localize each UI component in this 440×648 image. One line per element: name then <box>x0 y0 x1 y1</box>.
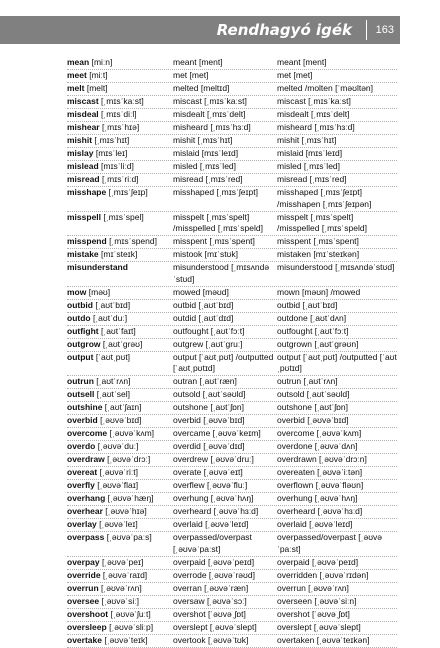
table-row <box>67 300 397 313</box>
pronunciation: [miːn] <box>91 57 113 67</box>
pronunciation: [ˌəʊvəˈhæŋ] <box>107 493 154 503</box>
past-participle-cell: overcome [ˌəʊvəˈkʌm] <box>277 428 362 438</box>
past-simple-cell: overrode [ˌəʊvəˈrəʊd] <box>173 569 255 580</box>
past-participle-cell: overshot [ˈəʊvəˌʃɒt] <box>277 608 350 619</box>
past-simple-cell: misheard [ˌmɪsˈhɜːd] <box>173 122 251 132</box>
table-row <box>67 441 397 454</box>
headword: override <box>67 569 101 580</box>
pronunciation: [miːt] <box>89 70 108 80</box>
headword: overshoot <box>67 608 109 619</box>
past-simple-cell: overran [ˌəʊvəˈræn] <box>173 582 249 593</box>
headword: overfly <box>67 480 95 490</box>
headword: overpass <box>67 532 105 542</box>
past-simple-cell: overpaid [ˌəʊvəˈpeɪd] <box>173 556 255 567</box>
table-row <box>67 187 397 212</box>
past-participle-cell: misread [ˌmɪsˈred] <box>277 174 347 184</box>
table-row <box>67 506 397 519</box>
past-participle-cell: melted /molten [ˈməʊltən] <box>277 83 374 93</box>
table-row <box>67 376 397 389</box>
base-form-cell <box>67 57 170 69</box>
pronunciation: [ˌmɪsˈʃeɪp] <box>108 187 148 197</box>
headword: output <box>67 351 94 362</box>
table-row <box>67 557 397 570</box>
past-simple-cell: outran [ˌaʊtˈræn] <box>173 376 237 386</box>
table-row <box>67 326 397 339</box>
past-simple-cell: oversaw [ˌəʊvəˈsɔː] <box>173 595 247 606</box>
past-participle-cell: misunderstood [ˌmɪsʌndəˈstʊd] <box>277 262 395 272</box>
base-form-cell <box>67 187 170 199</box>
past-participle-cell: met [met] <box>277 70 313 80</box>
past-participle-cell: mishit [ˌmɪsˈhɪt] <box>277 135 337 145</box>
past-simple-cell: overdrew [ˌəʊvəˈdruː] <box>173 454 254 464</box>
past-participle-cell: overpaid [ˌəʊvəˈpeɪd] <box>277 556 359 567</box>
past-simple-cell: miscast [ˌmɪsˈkaːst] <box>173 96 247 106</box>
pronunciation: [ˌmɪsˈspel] <box>103 211 144 222</box>
base-form-cell <box>67 389 170 401</box>
base-form-cell <box>67 236 170 248</box>
table-row <box>67 467 397 480</box>
past-simple-cell: overdid [ˌəʊvəˈdɪd] <box>173 441 245 451</box>
pronunciation: [ˌəʊvəˈpaːs] <box>106 532 152 542</box>
pronunciation: [mɪsˈliːd] <box>101 161 134 171</box>
pronunciation: [ˌəʊvəˈteɪk] <box>104 634 148 645</box>
base-form-cell <box>67 622 170 634</box>
past-simple-cell: misshaped [ˌmɪsˈʃeɪpt] <box>173 187 258 197</box>
pronunciation: [ˌmɪsˈhɪə] <box>101 122 140 132</box>
past-participle-cell: overlaid [ˌəʊvəˈleɪd] <box>277 519 353 529</box>
base-form-cell <box>67 570 170 582</box>
past-participle-cell: overseen [ˌəʊvəˈsiːn] <box>277 595 357 606</box>
past-participle-cell: outshone [ˌaʊtˈʃɒn] <box>277 402 348 412</box>
past-simple-cell: overshot [ˈəʊvəˌʃɒt] <box>173 608 246 619</box>
pronunciation: [ˌaʊtˈbɪd] <box>95 299 131 310</box>
past-participle-cell: misshaped [ˌmɪsˈʃeɪpt] /misshapen [ˌmɪsˈʃeɪpən] <box>277 187 372 209</box>
past-simple-cell: overpassed/overpast [ˌəʊvəˈpaːst] <box>173 532 252 554</box>
pronunciation: [ˌəʊvəˈhɪə] <box>105 506 147 516</box>
table-row <box>67 428 397 441</box>
headword: outgrow <box>67 338 101 349</box>
headword: mistake <box>67 249 99 259</box>
base-form-cell <box>67 402 170 414</box>
headword: overhear <box>67 506 103 516</box>
past-simple-cell: outgrew [ˌaʊtˈgruː] <box>173 338 243 349</box>
table-row <box>67 596 397 609</box>
headword: misunderstand <box>67 262 128 272</box>
header-divider <box>366 20 367 40</box>
headword: outdo <box>67 312 91 323</box>
past-participle-cell: miscast [ˌmɪsˈkaːst] <box>277 96 351 106</box>
pronunciation: [ˌaʊtˈʃaɪn] <box>104 402 142 412</box>
base-form-cell <box>67 212 170 224</box>
page-title: Rendhagyó igék <box>216 21 352 39</box>
past-simple-cell: overheard [ˌəʊvəˈhɜːd] <box>173 506 259 516</box>
pronunciation: [ˌəʊvəˈraɪd] <box>102 569 148 580</box>
past-simple-cell: overtook [ˌəʊvəˈtʊk] <box>173 634 249 645</box>
pronunciation: [ˌaʊtˈrʌn] <box>96 376 131 386</box>
headword: mow <box>67 286 87 297</box>
past-simple-cell: overcame [ˌəʊvəˈkeɪm] <box>173 428 261 438</box>
past-simple-cell: overslept [ˌəʊvəˈslept] <box>173 621 257 632</box>
table-row <box>67 339 397 352</box>
past-simple-cell: output [ˈaʊtˌpʊt] /outputted [ˈaʊtˌpʊtɪd] <box>173 351 274 373</box>
base-form-cell <box>67 122 170 134</box>
table-row <box>67 389 397 402</box>
pronunciation: [ˌəʊvəˈdrɔː] <box>107 454 151 464</box>
pronunciation: [ˌəʊvəˈpeɪ] <box>101 556 144 567</box>
headword: overcome <box>67 428 108 438</box>
past-simple-cell: mislaid [mɪsˈleɪd] <box>173 148 239 158</box>
base-form-cell <box>67 174 170 186</box>
base-form-cell <box>67 326 170 338</box>
past-participle-cell: overflown [ˌəʊvəˈfləʊn] <box>277 480 364 490</box>
base-form-cell <box>67 96 170 108</box>
pronunciation: [ˌmɪsˈhɪt] <box>94 135 130 145</box>
base-form-cell <box>67 313 170 325</box>
table-row <box>67 148 397 161</box>
headword: misread <box>67 174 100 184</box>
past-participle-cell: overrun [ˌəʊvəˈrʌn] <box>277 582 349 593</box>
past-participle-cell: overslept [ˌəʊvəˈslept] <box>277 621 361 632</box>
headword: outsell <box>67 389 95 399</box>
base-form-cell <box>67 454 170 466</box>
headword: misshape <box>67 187 107 197</box>
base-form-cell <box>67 415 170 427</box>
headword: misspend <box>67 236 107 246</box>
past-simple-cell: misled [ˌmɪsˈled] <box>173 161 237 171</box>
pronunciation: [mɪsˈleɪ] <box>95 148 128 158</box>
headword: mean <box>67 57 90 67</box>
headword: oversleep <box>67 621 107 632</box>
table-row <box>67 83 397 96</box>
past-simple-cell: outfought [ˌaʊtˈfɔːt] <box>173 325 245 336</box>
past-participle-cell: outdone [ˌaʊtˈdʌn] <box>277 312 347 323</box>
past-participle-cell: outgrown [ˌaʊtˈgrəʊn] <box>277 338 359 349</box>
base-form-cell <box>67 352 170 364</box>
past-participle-cell: outsold [ˌaʊtˈsəʊld] <box>277 389 350 399</box>
headword: overbid <box>67 415 98 425</box>
headword: mishear <box>67 122 100 132</box>
past-simple-cell: outshone [ˌaʊtˈʃɒn] <box>173 402 244 412</box>
pronunciation: [ˌmɪsˈspend] <box>109 236 157 246</box>
table-row <box>67 135 397 148</box>
headword: overdo <box>67 441 96 451</box>
base-form-cell <box>67 148 170 160</box>
past-participle-cell: overhung [ˌəʊvəˈhʌŋ] <box>277 493 358 503</box>
past-simple-cell: meant [ment] <box>173 57 223 67</box>
base-form-cell <box>67 493 170 505</box>
headword: overdraw <box>67 454 105 464</box>
table-row <box>67 609 397 622</box>
table-row <box>67 212 397 237</box>
page-header <box>0 16 400 44</box>
table-row <box>67 519 397 532</box>
table-row <box>67 161 397 174</box>
headword: outbid <box>67 299 93 310</box>
headword: melt <box>67 83 85 93</box>
base-form-cell <box>67 83 170 95</box>
past-simple-cell: overflew [ˌəʊvəˈfluː] <box>173 480 248 490</box>
headword: mishit <box>67 135 93 145</box>
table-row <box>67 122 397 135</box>
base-form-cell <box>67 109 170 121</box>
past-simple-cell: overhung [ˌəʊvəˈhʌŋ] <box>173 493 254 503</box>
table-row <box>67 174 397 187</box>
base-form-cell <box>67 609 170 621</box>
headword: overeat <box>67 467 98 477</box>
pronunciation: [ˌmɪsˈkaːst] <box>101 96 144 106</box>
past-participle-cell: mislaid [mɪsˈleɪd] <box>277 148 343 158</box>
base-form-cell <box>67 287 170 299</box>
table-row <box>67 70 397 83</box>
pronunciation: [ˌəʊvəˈbɪd] <box>100 415 142 425</box>
pronunciation: [ˌəʊvəˈrʌn] <box>101 582 142 593</box>
pronunciation: [ˌəʊvəˈduː] <box>97 441 139 451</box>
past-participle-cell: mistaken [mɪˈsteɪkən] <box>277 249 360 259</box>
table-row <box>67 287 397 300</box>
past-participle-cell: misheard [ˌmɪsˈhɜːd] <box>277 122 355 132</box>
pronunciation: [ˌəʊvəˈriːt] <box>99 467 138 477</box>
headword: overlay <box>67 519 97 529</box>
headword: miscast <box>67 96 99 106</box>
base-form-cell <box>67 480 170 492</box>
table-row <box>67 262 397 287</box>
table-row <box>67 635 397 648</box>
headword: overhang <box>67 493 106 503</box>
past-simple-cell: outbid [ˌaʊtˈbɪd] <box>173 299 234 310</box>
past-simple-cell: misunderstood [ˌmɪsʌndəˈstʊd] <box>173 262 270 284</box>
table-row <box>67 622 397 635</box>
past-participle-cell: overdone [ˌəʊvəˈdʌn] <box>277 441 358 451</box>
table-row <box>67 249 397 262</box>
past-simple-cell: mistook [mɪˈstʊk] <box>173 249 238 259</box>
pronunciation: [ˌəʊvəˈleɪ] <box>99 519 138 529</box>
past-participle-cell: overpassed/overpast [ˌəʊvəˈpaːst] <box>277 532 382 554</box>
past-simple-cell: outsold [ˌaʊtˈsəʊld] <box>173 389 246 399</box>
base-form-cell <box>67 467 170 479</box>
headword: overrun <box>67 582 99 593</box>
table-row <box>67 352 397 377</box>
past-simple-cell: misspent [ˌmɪsˈspent] <box>173 236 255 246</box>
table-row <box>67 454 397 467</box>
past-participle-cell: output [ˈaʊtˌpʊt] /outputted [ˈaʊtˌpʊtɪd] <box>277 351 397 373</box>
past-participle-cell: overridden [ˌəʊvəˈrɪdən] <box>277 569 369 580</box>
base-form-cell <box>67 70 170 82</box>
pronunciation: [ˌaʊtˈgrəʊ] <box>102 338 143 349</box>
past-simple-cell: misspelt [ˌmɪsˈspelt] /misspelled [ˌmɪsˈspeld] <box>173 211 263 233</box>
base-form-cell <box>67 249 170 261</box>
table-row <box>67 493 397 506</box>
past-participle-cell: overdrawn [ˌəʊvəˈdrɔːn] <box>277 454 367 464</box>
headword: outrun <box>67 376 94 386</box>
past-participle-cell: overheard [ˌəʊvəˈhɜːd] <box>277 506 363 516</box>
pronunciation: [ˌəʊvəˈsliːp] <box>109 621 154 632</box>
pronunciation: [ˌəʊvəˈflaɪ] <box>97 480 139 490</box>
headword: meet <box>67 70 87 80</box>
past-participle-cell: overeaten [ˌəʊvəˈiːtən] <box>277 467 363 477</box>
past-simple-cell: overate [ˌəʊvəˈeɪt] <box>173 467 243 477</box>
headword: overpay <box>67 556 100 567</box>
base-form-cell <box>67 161 170 173</box>
base-form-cell <box>67 300 170 312</box>
past-participle-cell: misspelt [ˌmɪsˈspelt] /misspelled [ˌmɪsˈspeld] <box>277 211 367 233</box>
past-participle-cell: misspent [ˌmɪsˈspent] <box>277 236 359 246</box>
table-row <box>67 313 397 326</box>
table-row <box>67 570 397 583</box>
headword: misdeal <box>67 109 99 119</box>
past-simple-cell: mowed [məʊd] <box>173 286 229 297</box>
base-form-cell <box>67 557 170 569</box>
past-participle-cell: outfought [ˌaʊtˈfɔːt] <box>277 325 349 336</box>
table-row <box>67 236 397 249</box>
past-participle-cell: overbid [ˌəʊvəˈbɪd] <box>277 415 349 425</box>
past-participle-cell: meant [ment] <box>277 57 327 67</box>
table-row <box>67 57 397 70</box>
past-participle-cell: outbid [ˌaʊtˈbɪd] <box>277 299 338 310</box>
base-form-cell <box>67 532 170 544</box>
table-row <box>67 480 397 493</box>
past-simple-cell: melted [meltɪd] <box>173 83 230 93</box>
pronunciation: [melt] <box>86 83 108 93</box>
pronunciation: [ˌmɪsˈdiːl] <box>101 109 137 119</box>
base-form-cell <box>67 135 170 147</box>
headword: oversee <box>67 595 100 606</box>
table-row <box>67 96 397 109</box>
base-form-cell <box>67 596 170 608</box>
headword: mislay <box>67 148 94 158</box>
past-simple-cell: overlaid [ˌəʊvəˈleɪd] <box>173 519 249 529</box>
headword: overtake <box>67 634 102 645</box>
headword: mislead <box>67 161 99 171</box>
irregular-verbs-table <box>67 57 397 648</box>
base-form-cell <box>67 376 170 388</box>
pronunciation: [ˌəʊvəˈʃuːt] <box>110 608 151 619</box>
pronunciation: [ˈaʊtˌpʊt] <box>95 351 131 362</box>
base-form-cell <box>67 635 170 647</box>
past-participle-cell: overtaken [ˌəʊvəˈteɪkən] <box>277 634 370 645</box>
pronunciation: [ˌmɪsˈriːd] <box>101 174 139 184</box>
headword: misspell <box>67 211 102 222</box>
pronunciation: [ˌaʊtˈsel] <box>96 389 130 399</box>
past-simple-cell: met [met] <box>173 70 209 80</box>
past-simple-cell: misread [ˌmɪsˈred] <box>173 174 243 184</box>
pronunciation: [məʊ] <box>88 286 111 297</box>
pronunciation: [ˌaʊtˈduː] <box>92 312 128 323</box>
base-form-cell <box>67 583 170 595</box>
past-participle-cell: outrun [ˌaʊtˈrʌn] <box>277 376 338 386</box>
pronunciation: [ˌəʊvəˈsiː] <box>101 595 139 606</box>
pronunciation: [ˌaʊtˈfaɪt] <box>101 325 136 336</box>
headword: outshine <box>67 402 103 412</box>
table-row <box>67 415 397 428</box>
past-participle-cell: misled [ˌmɪsˈled] <box>277 161 341 171</box>
base-form-cell <box>67 262 170 274</box>
past-simple-cell: overbid [ˌəʊvəˈbɪd] <box>173 415 245 425</box>
headword: outfight <box>67 325 99 336</box>
base-form-cell <box>67 519 170 531</box>
page-number: 163 <box>375 24 394 36</box>
table-row <box>67 109 397 122</box>
past-simple-cell: outdid [ˌaʊtˈdɪd] <box>173 312 234 323</box>
past-simple-cell: misdealt [ˌmɪsˈdelt] <box>173 109 246 119</box>
past-simple-cell: mishit [ˌmɪsˈhɪt] <box>173 135 233 145</box>
table-row <box>67 583 397 596</box>
base-form-cell <box>67 428 170 440</box>
base-form-cell <box>67 339 170 351</box>
past-participle-cell: mown [məʊn] /mowed <box>277 286 361 297</box>
past-participle-cell: misdealt [ˌmɪsˈdelt] <box>277 109 350 119</box>
pronunciation: [ˌəʊvəˈkʌm] <box>109 428 155 438</box>
base-form-cell <box>67 506 170 518</box>
base-form-cell <box>67 441 170 453</box>
pronunciation: [mɪˈsteɪk] <box>101 249 138 259</box>
table-row <box>67 402 397 415</box>
